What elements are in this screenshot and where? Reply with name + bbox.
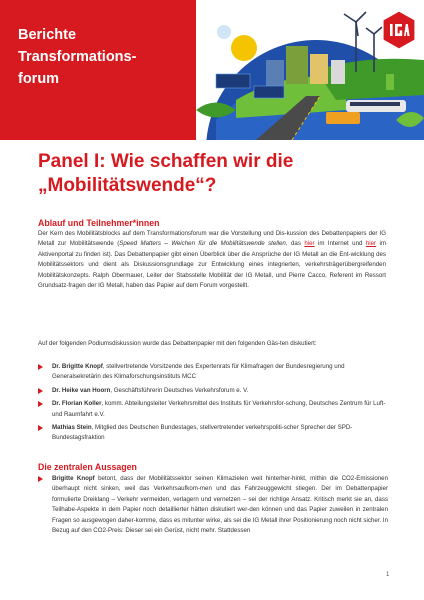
bus-icon [326, 112, 360, 124]
link-internet[interactable]: hier [304, 240, 315, 248]
header-red-block [0, 0, 210, 140]
list-item [38, 399, 388, 420]
report-title-line-2: Transformations- [18, 49, 137, 65]
panel-title [38, 150, 293, 198]
sun-icon [231, 35, 257, 61]
link-aktivenportal[interactable]: hier [365, 240, 377, 248]
participant-desc: , Mitglied des Deutschen Bundestages, stellvertretender verkehrspoliti-scher Sprecher der SPD-Bundestagsfraktion [52, 424, 353, 442]
ig-metall-logo-icon [382, 10, 416, 50]
speaker-name: Brigitte Knopf [52, 475, 95, 482]
participant-name: Mathias Stein [52, 424, 92, 432]
intro-text-d: im Aktivenportal zu finden ist). Das Debattenpapier gibt einen Überblick über die Ansprüche der IG Metall an die Ent-wicklung des Mobilitätssektors und dient als Diskussionsgrundlage zur Entwicklung eines integrierten, verkehrsträgerübergreifenden Mobilitätskonzepts. Ralph Obermauer, Leiter der Stabsstelle Mobilität der IG Metall, und Pierre Cacco, Referent im Ressort Grundsatz-fragen der IG Metall, haben das Papier auf dem Forum vorgestellt. [38, 240, 387, 290]
participant-name: Dr. Florian Koller [52, 400, 102, 408]
discussion-intro-paragraph [38, 339, 386, 349]
participant-name: Dr. Brigitte Knopf [52, 363, 103, 370]
section-heading-ablauf: Ablauf und Teilnehmer*innen [38, 218, 160, 228]
participant-desc: , stellvertretende Vorsitzende des Expertenrats für Klimafragen der Bundesregierung und Generalsekretärin des Klimaforschungsinstituts MCC [52, 363, 345, 381]
intro-text-a: Der Kern des Mobilitätsblocks auf dem Transformationsforum war die Vorstellung und Dis-kussion des Debattenpapiers der IG Metall zur Mobilitätswende ( [38, 230, 386, 248]
panel-title-line-1: Panel I: Wie schaffen wir die [38, 151, 294, 172]
list-item [38, 423, 388, 444]
participant-desc: , Geschäftsführerin Deutsches Verkehrsforum e. V. [110, 386, 249, 394]
list-item [38, 362, 388, 383]
statement-text: betont, dass der Mobilitätssektor seinen Klimazielen weit hinterher-hinkt, mithin die CO2-Emissionen überhaupt nicht sinken, weil das Verkehrsaufkom-men und das Fahrzeuggewicht stiegen. Der im Debattenpapier formulierte Dreiklang – Verkehr vermeiden, verlagern und vernetzen – sei der richtige Ansatz. Kritisch merkt sie an, dass Teilhabe-Aspekte in dem Papier noch detaillierter hätten diskutiert wer-den können und das Papier zuweilen in zentralen Fragen so ausgewogen daher-komme, dass es mitunter wirke, als sei die IG Metall ihrer Positionierung noch nicht sicher. In Bezug auf den CO2-Preis: Dieser sei ein Gerüst, nicht mehr. Stattdessen [52, 475, 388, 535]
participant-name: Dr. Heike van Hoorn [52, 386, 111, 394]
participant-desc: , komm. Abteilungsleiter Verkehrsmittel des Instituts für Verkehrsfor-schung, Deutsches Zentrum für Luft- und Raumfahrt e.V. [52, 400, 386, 418]
participants-list [38, 362, 388, 447]
list-item [38, 386, 388, 396]
page-number: 1 [386, 572, 390, 578]
intro-text-b: , das [285, 240, 305, 248]
report-title-line-1: Berichte [18, 27, 77, 43]
discussion-intro-text: Auf der folgenden Podiumsdiskussion wurde das Debattenpapier mit den folgenden Gäs-ten diskutiert: [38, 340, 317, 347]
bullet-arrow-icon [38, 364, 43, 370]
panel-title-line-2: „Mobilitätswende“? [38, 175, 217, 196]
paper-title: Speed Matters – Weichen für die Mobilitätswende stellen [119, 240, 286, 248]
section-heading-aussagen: Die zentralen Aussagen [38, 462, 137, 472]
intro-text-c: im Internet und [314, 240, 366, 248]
bullet-arrow-icon [38, 476, 43, 482]
bullet-arrow-icon [38, 401, 43, 407]
bullet-arrow-icon [38, 388, 43, 394]
report-series-title [18, 24, 136, 90]
report-title-line-3: forum [18, 71, 60, 87]
statements-list [38, 474, 388, 539]
intro-paragraph [38, 229, 386, 291]
bullet-arrow-icon [38, 425, 43, 431]
list-item [38, 474, 388, 536]
